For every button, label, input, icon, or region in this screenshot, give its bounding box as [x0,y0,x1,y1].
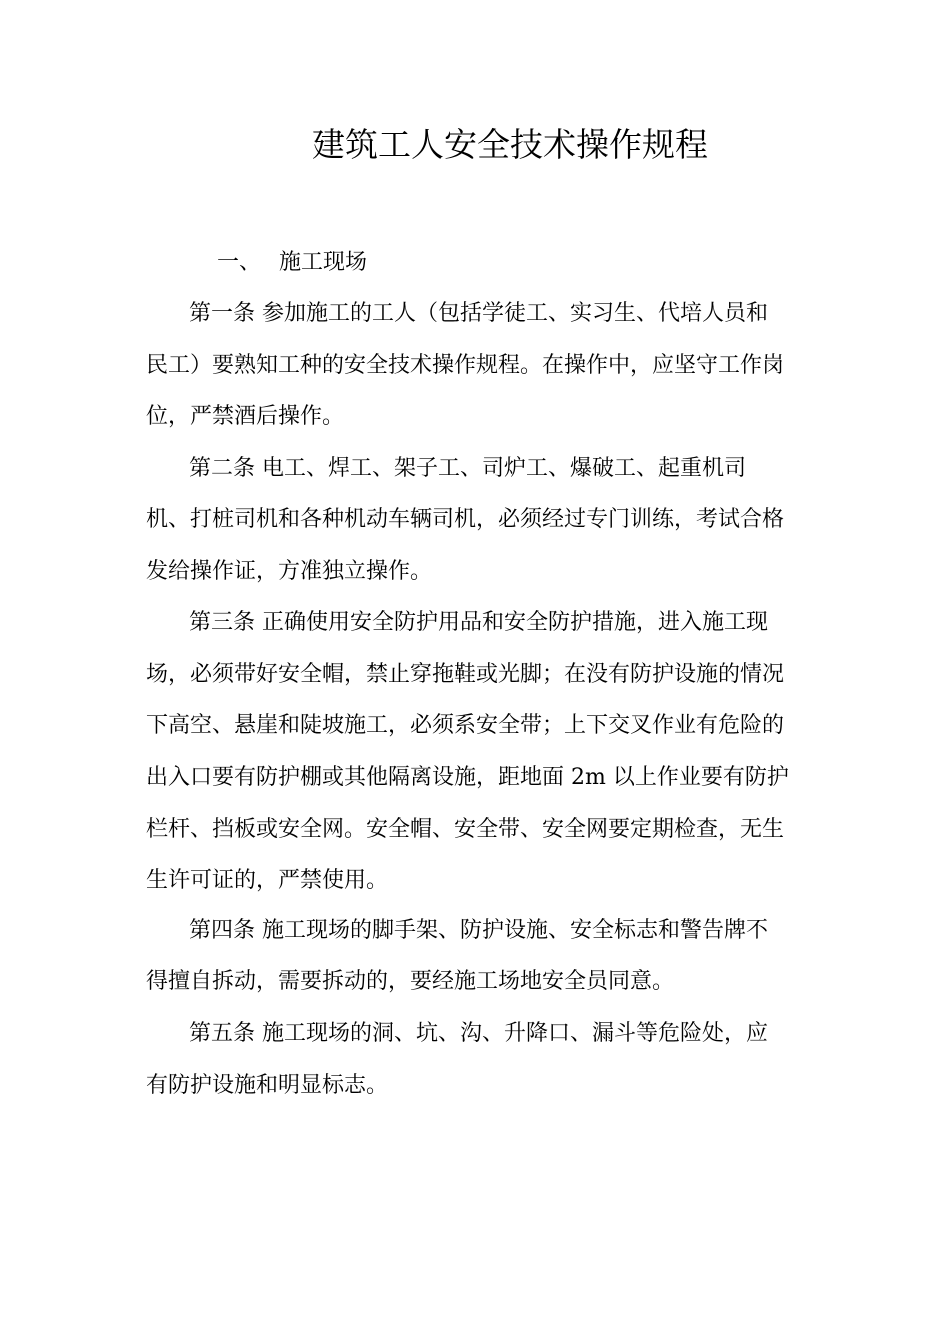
article-1-line-1: 第一条 参加施工的工人（包括学徒工、实习生、代培人员和 [189,301,768,326]
article-3-line-5: 栏杆、挡板或安全网。安全帽、安全带、安全网要定期检查，无生 [146,817,785,842]
article-5-line-2: 有防护设施和明显标志。 [146,1073,389,1098]
article-1-line-2: 民工）要熟知工种的安全技术操作规程。在操作中，应坚守工作岗 [146,353,785,378]
article-4-line-1: 第四条 施工现场的脚手架、防护设施、安全标志和警告牌不 [189,918,768,943]
article-2-line-1: 第二条 电工、焊工、架子工、司炉工、爆破工、起重机司 [189,456,746,481]
article-2-line-3: 发给操作证，方准独立操作。 [146,559,433,584]
article-3-line-3: 下高空、悬崖和陡坡施工，必须系安全带；上下交叉作业有危险的 [146,713,785,738]
article-3-line-2: 场，必须带好安全帽，禁止穿拖鞋或光脚；在没有防护设施的情况 [146,662,785,687]
article-3-line-6: 生许可证的，严禁使用。 [146,868,389,893]
article-5-line-1: 第五条 施工现场的洞、坑、沟、升降口、漏斗等危险处，应 [189,1021,768,1046]
document-title: 建筑工人安全技术操作规程 [312,125,708,164]
article-1-line-3: 位，严禁酒后操作。 [146,404,345,429]
article-3-line-4: 出入口要有防护棚或其他隔离设施，距地面 2m 以上作业要有防护 [146,765,789,790]
section-number: 一、 [217,250,262,275]
article-3-line-1: 第三条 正确使用安全防护用品和安全防护措施，进入施工现 [189,610,768,635]
article-4-line-2: 得擅自拆动，需要拆动的，要经施工场地安全员同意。 [146,969,675,994]
section-heading [217,246,367,280]
article-2-line-2: 机、打桩司机和各种机动车辆司机，必须经过专门训练，考试合格 [146,507,785,532]
section-title: 施工现场 [279,250,368,275]
